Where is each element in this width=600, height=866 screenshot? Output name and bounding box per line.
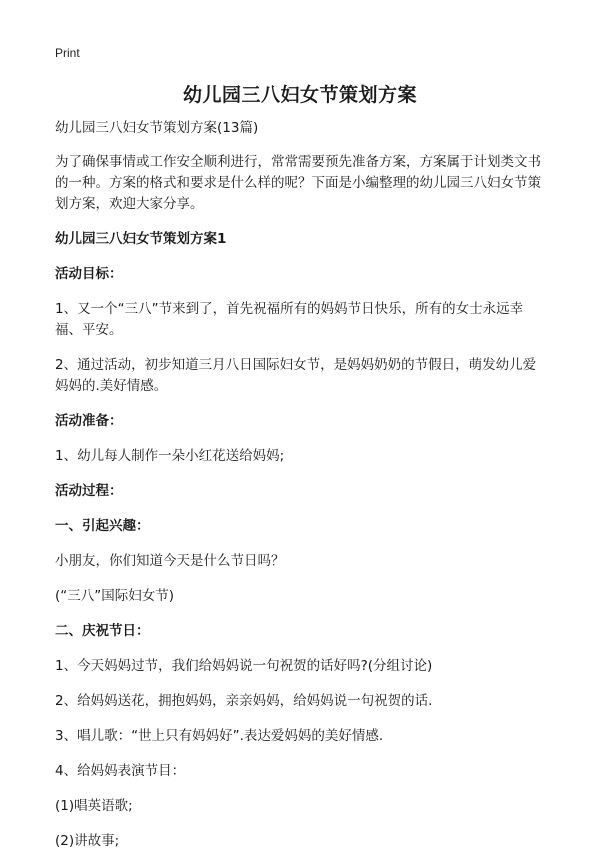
step1-heading: 一、引起兴趣： [55,518,150,534]
step2-subitem-2: (2)讲故事; [55,833,120,849]
step2-subitem-1: (1)唱英语歌; [55,798,133,814]
step2-item-1: 1、今天妈妈过节，我们给妈妈说一句祝贺的话好吗?(分组讨论) [55,658,433,674]
document-title: 幼儿园三八妇女节策划方案 [182,84,417,106]
goal-item-2: 2、通过活动，初步知道三月八日国际妇女节，是妈妈奶奶的节假日，萌发幼儿爱妈妈的.美好情感。 [55,357,537,394]
prep-item-1: 1、幼儿每人制作一朵小红花送给妈妈; [55,448,285,464]
document-subtitle: 幼儿园三八妇女节策划方案(13篇) [55,120,259,136]
intro-paragraph: 为了确保事情或工作安全顺利进行，常常需要预先准备方案，方案属于计划类文书的一种。方案的格式和要求是什么样的呢？下面是小编整理的幼儿园三八妇女节策划方案，欢迎大家分享。 [55,154,541,212]
section-heading: 幼儿园三八妇女节策划方案1 [55,231,227,247]
step1-answer: (“三八”国际妇女节) [55,588,175,604]
step2-item-3: 3、唱儿歌：“世上只有妈妈好”.表达爱妈妈的美好情感. [55,728,384,744]
step2-heading: 二、庆祝节日： [55,623,150,639]
prep-heading: 活动准备： [55,413,123,429]
step2-item-2: 2、给妈妈送花，拥抱妈妈，亲亲妈妈，给妈妈说一句祝贺的话. [55,693,433,709]
goal-item-1: 1、又一个“三八”节来到了，首先祝福所有的妈妈节日快乐，所有的女士永远幸福、平安。 [55,301,524,338]
step1-question: 小朋友，你们知道今天是什么节日吗？ [55,553,285,569]
step2-item-4: 4、给妈妈表演节目： [55,763,186,779]
goal-heading: 活动目标： [55,266,123,282]
process-heading: 活动过程： [55,483,123,499]
print-link[interactable]: Print [55,46,80,60]
document-body [55,118,547,866]
